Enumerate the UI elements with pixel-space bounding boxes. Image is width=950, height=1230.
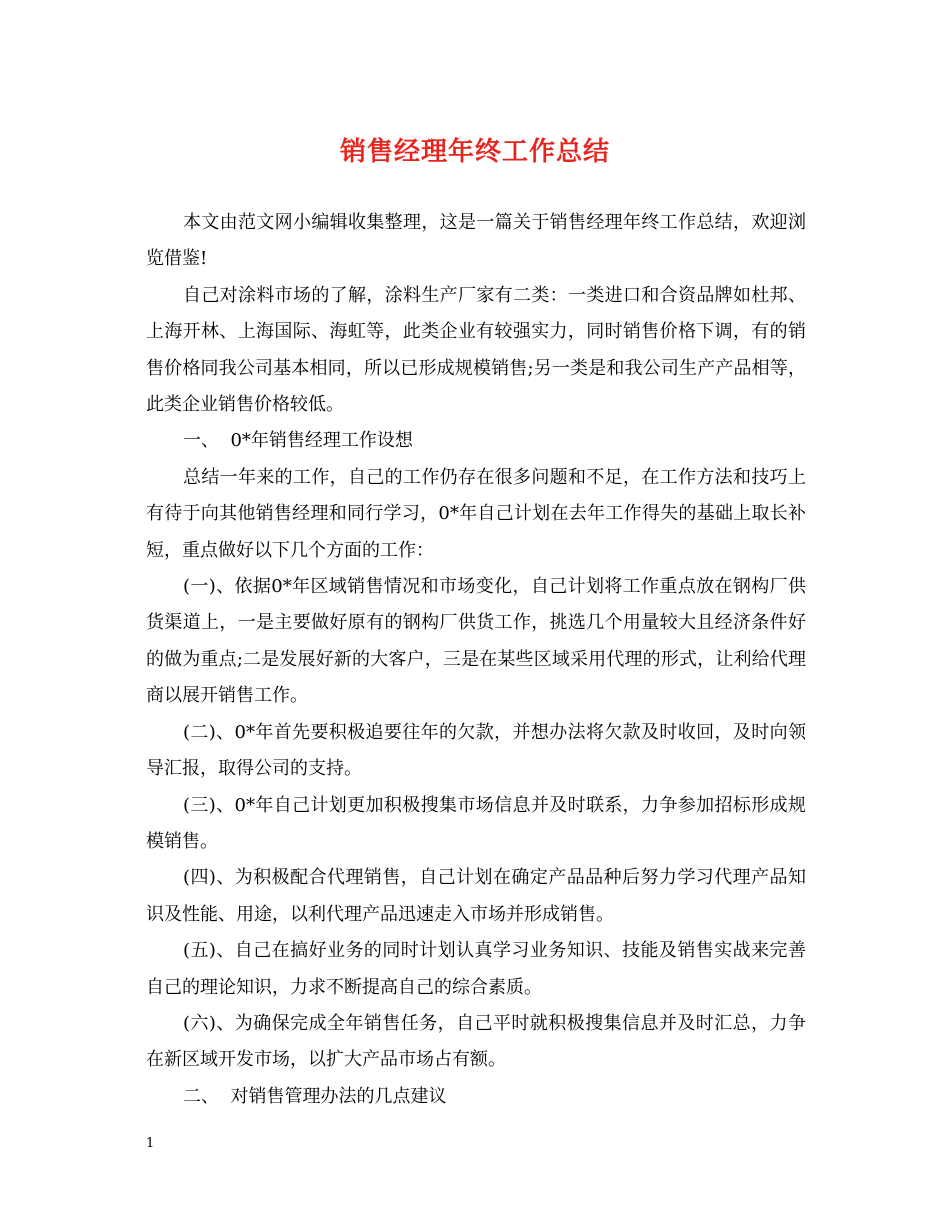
page-number: 1 xyxy=(146,1136,155,1151)
plan-item-6: (六)、为确保完成全年销售任务，自己平时就积极搜集信息并及时汇总，力争在新区域开发市场，以扩大产品市场占有额。 xyxy=(146,1012,806,1071)
document-title: 销售经理年终工作总结 xyxy=(339,137,610,167)
intro-paragraph: 本文由范文网小编辑收集整理，这是一篇关于销售经理年终工作总结，欢迎浏览借鉴! xyxy=(146,212,806,270)
plan-item-4: (四)、为积极配合代理销售，自己计划在确定产品品种后努力学习代理产品知识及性能、用途，以利代理产品迅速走入市场并形成销售。 xyxy=(146,867,806,925)
document-body xyxy=(146,205,806,1115)
plan-item-2: (二)、0*年首先要积极追要往年的欠款，并想办法将欠款及时收回，及时向领导汇报，取得公司的支持。 xyxy=(146,721,806,780)
section-heading-2: 二、 对销售管理办法的几点建议 xyxy=(183,1085,447,1107)
market-paragraph: 自己对涂料市场的了解，涂料生产厂家有二类：一类进口和合资品牌如杜邦、上海开林、上海国际、海虹等，此类企业有较强实力，同时销售价格下调，有的销售价格同我公司基本相同，所以已形成规模销售;另一类是和我公司生产产品相等，此类企业销售价格较低。 xyxy=(146,284,806,416)
plan-item-3: (三)、0*年自己计划更加积极搜集市场信息并及时联系，力争参加招标形成规模销售。 xyxy=(146,794,806,852)
plan-item-5: (五)、自己在搞好业务的同时计划认真学习业务知识、技能及销售实战来完善自己的理论知识，力求不断提高自己的综合素质。 xyxy=(146,940,806,998)
summary-paragraph: 总结一年来的工作，自己的工作仍存在很多问题和不足，在工作方法和技巧上有待于向其他销售经理和同行学习，0*年自己计划在去年工作得失的基础上取长补短，重点做好以下几个方面的工作： xyxy=(146,466,806,561)
plan-item-1: (一)、依据0*年区域销售情况和市场变化，自己计划将工作重点放在钢构厂供货渠道上，一是主要做好原有的钢构厂供货工作，挑选几个用量较大且经济条件好的做为重点;二是发展好新的大客户，三是在某些区域采用代理的形式，让利给代理商以展开销售工作。 xyxy=(146,576,806,707)
section-heading-1: 一、 0*年销售经理工作设想 xyxy=(183,430,413,452)
